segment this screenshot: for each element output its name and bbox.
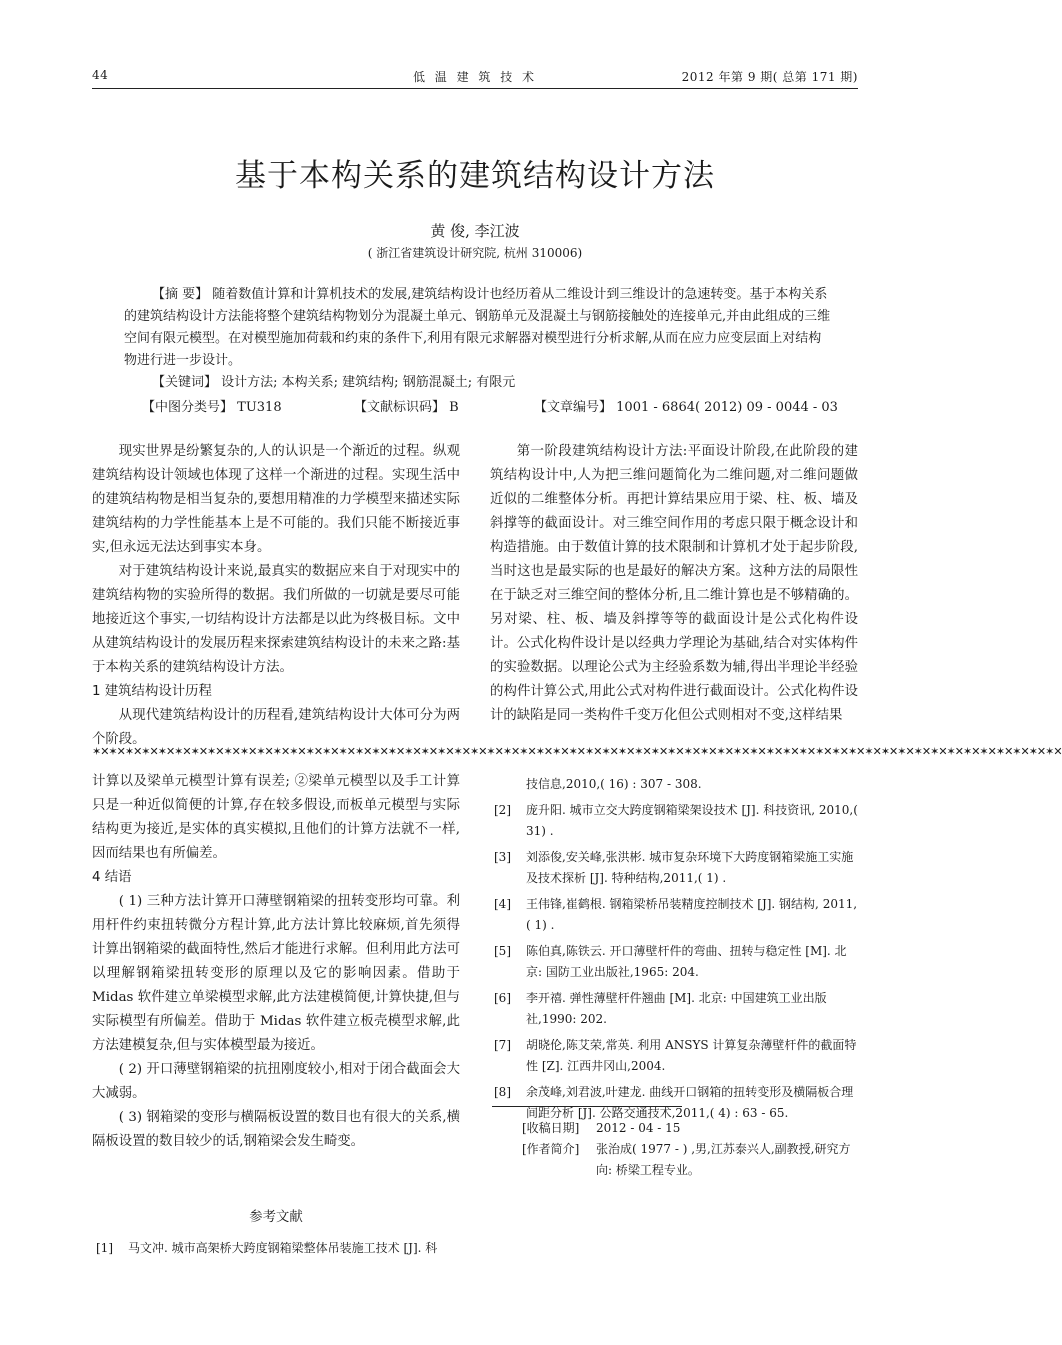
reference-item <box>494 988 858 1030</box>
journal-name: 低 温 建 筑 技 术 <box>412 70 538 84</box>
reference-item <box>494 800 858 842</box>
reference-text: 胡晓伦,陈艾荣,常英. 利用 ANSYS 计算复杂薄壁杆件的截面特性 [Z]. 江西井冈山,2004. <box>526 1038 857 1073</box>
received-date: 2012 - 04 - 15 <box>596 1121 681 1135</box>
reference-item <box>494 894 858 936</box>
author-bio-label: [作者简介] <box>522 1142 580 1156</box>
received-label: [收稿日期] <box>522 1121 580 1135</box>
reference-item <box>494 941 858 983</box>
issue-info: 2012 年第 9 期( 总第 171 期) <box>681 70 858 84</box>
reference-number: [5] <box>494 944 511 958</box>
keywords-label: 【关键词】 <box>152 375 218 390</box>
paragraph: 计算以及梁单元模型计算有误差; ②梁单元模型以及手工计算只是一种近似简便的计算,存在较多假设,而板单元模型与实际结构更为接近,是实体的真实模拟,且他们的计算方法就不一样,因而结果也有所偏差。 <box>92 774 460 861</box>
footnote-rule <box>492 1106 682 1107</box>
received-row <box>522 1118 858 1139</box>
reference-text: 技信息,2010,( 16) : 307 - 308. <box>526 777 702 791</box>
abstract-paragraph <box>124 284 834 372</box>
reference-item <box>494 774 858 795</box>
references-list <box>494 774 858 1129</box>
right-column-top <box>490 440 858 728</box>
section-separator: ✶✕✶✕✶✕✶✕✶✕✶✕✶✕✶✕✶✕✶✕✶✕✶✕✶✕✶✕✶✕✶✕✶✕✶✕✶✕✶✕✶✕✶✕✶✕✶✕✶✕✶✕✶✕✶✕✶✕✶✕✶✕✶✕✶✕✶✕✶✕✶✕✶✕✶✕✶✕✶✕✶✕✶✕✶✕✶✕✶✕✶✕✶✕✶✕✶✕✶✕✶✕✶✕✶✕✶✕✶✕✶✕✶✕✶✕✶✕ <box>92 745 1062 758</box>
abstract-block <box>124 284 834 394</box>
authors: 黄 俊, 李江波 <box>430 222 520 240</box>
clc-value: TU318 <box>237 400 282 415</box>
article-title: 基于本构关系的建筑结构设计方法 <box>235 158 715 194</box>
abstract-text: 随着数值计算和计算机技术的发展,建筑结构设计也经历着从二维设计到三维设计的急速转变。基于本构关系的建筑结构设计方法能将整个建筑结构物划分为混凝土单元、钢筋单元及混凝土与钢筋接触处的连接单元,并由此组成的三维空间有限元模型。在对模型施加荷载和约束的条件下,利用有限元求解器对模型进行分析求解,从而在应力应变层面上对结构物进行进一步设计。 <box>124 287 831 368</box>
article-info <box>522 1118 858 1181</box>
reference-text: 陈伯真,陈铁云. 开口薄壁杆件的弯曲、扭转与稳定性 [M]. 北京: 国防工业出版社,1965: 204. <box>526 944 847 979</box>
affiliation: ( 浙江省建筑设计研究院, 杭州 310006) <box>367 246 583 260</box>
reference-number: [4] <box>494 897 511 911</box>
reference-item <box>494 1035 858 1077</box>
conclusion-paragraph: ( 2) 开口薄壁钢箱梁的抗扭刚度较小,相对于闭合截面会大大减弱。 <box>92 1062 460 1101</box>
doc-code-label: 【文献标识码】 <box>354 400 446 415</box>
conclusion-paragraph: ( 3) 钢箱梁的变形与横隔板设置的数目也有很大的关系,横隔板设置的数目较少的话,钢箱梁会发生畸变。 <box>92 1110 460 1149</box>
reference-number: [7] <box>494 1038 511 1052</box>
section-heading: 1 建筑结构设计历程 <box>92 684 212 699</box>
article-no-value: 1001 - 6864( 2012) 09 - 0044 - 03 <box>616 400 838 415</box>
abstract-label: 【摘 要】 <box>152 287 209 302</box>
paragraph: 现实世界是纷繁复杂的,人的认识是一个渐近的过程。纵观建筑结构设计领域也体现了这样一个渐进的过程。实现生活中的建筑结构物是相当复杂的,要想用精准的力学模型来描述实际建筑结构的力学性能基本上是不可能的。我们只能不断接近事实,但永远无法达到事实本身。 <box>92 444 460 555</box>
reference-text: 庞升阳. 城市立交大跨度钢箱梁架设技术 [J]. 科技资讯, 2010,( 31) . <box>526 803 858 838</box>
conclusion-paragraph: ( 1) 三种方法计算开口薄壁钢箱梁的扭转变形均可靠。利用杆件约束扭转微分方程计算,此方法计算比较麻烦,首先须得计算出钢箱梁的截面特性,然后才能进行求解。但利用此方法可以理解钢箱梁扭转变形的原理以及它的影响因素。借助于 Midas 软件建立单梁模型求解,此方法建模简便,计算快捷,但与实际模型有所偏差。借助于 Midas 软件建立板壳模型求解,此方法建模复杂,但与实体模型最为接近。 <box>92 894 460 1053</box>
reference-number: [8] <box>494 1085 511 1099</box>
reference-text: 刘添俊,安关峰,张洪彬. 城市复杂环境下大跨度钢箱梁施工实施及技术探析 [J]. 特种结构,2011,( 1) . <box>526 850 854 885</box>
reference-text: 余茂峰,刘君波,叶建龙. 曲线开口钢箱的扭转变形及横隔板合理间距分析 [J]. 公路交通技术,2011,( 4) : 63 - 65. <box>526 1085 854 1120</box>
author-bio-text: 张治成( 1977 - ) ,男,江苏泰兴人,副教授,研究方向: 桥梁工程专业。 <box>596 1142 851 1177</box>
doc-code-value: B <box>449 400 459 415</box>
reference-text: 王伟锋,崔鹤根. 钢箱梁桥吊装精度控制技术 [J]. 钢结构, 2011,( 1) . <box>526 897 858 932</box>
reference-item <box>494 847 858 889</box>
clc-label: 【中图分类号】 <box>142 400 234 415</box>
page-number: 44 <box>92 68 109 82</box>
header-rule <box>92 88 858 89</box>
left-column-bottom <box>92 770 460 1154</box>
keywords-line <box>124 372 834 394</box>
reference-number: [3] <box>494 850 511 864</box>
article-no-label: 【文章编号】 <box>534 400 613 415</box>
left-column-top <box>92 440 460 752</box>
reference-item <box>96 1238 460 1259</box>
keywords-text: 设计方法; 本构关系; 建筑结构; 钢筋混凝土; 有限元 <box>221 375 516 390</box>
reference-number: [1] <box>96 1241 113 1255</box>
reference-number: [6] <box>494 991 511 1005</box>
reference-text: 马文冲. 城市高架桥大跨度钢箱梁整体吊装施工技术 [J]. 科 <box>128 1241 438 1255</box>
paragraph: 对于建筑结构设计来说,最真实的数据应来自于对现实中的建筑结构物的实验所得的数据。我们所做的一切就是要尽可能地接近这个事实,一切结构设计方法都是以此为终极目标。文中从建筑结构设计的发展历程来探索建筑结构设计的未来之路:基于本构关系的建筑结构设计方法。 <box>92 564 460 675</box>
reference-1 <box>96 1238 460 1264</box>
author-bio-row <box>522 1139 858 1181</box>
section-heading: 4 结语 <box>92 870 132 885</box>
paragraph: 从现代建筑结构设计的历程看,建筑结构设计大体可分为两个阶段。 <box>92 708 460 747</box>
reference-text: 李开禧. 弹性薄壁杆件翘曲 [M]. 北京: 中国建筑工业出版社,1990: 202. <box>526 991 827 1026</box>
reference-number: [2] <box>494 803 511 817</box>
paragraph: 第一阶段建筑结构设计方法:平面设计阶段,在此阶段的建筑结构设计中,人为把三维问题简化为二维问题,对二维问题做近似的二维整体分析。再把计算结果应用于梁、柱、板、墙及斜撑等的截面设计。对三维空间作用的考虑只限于概念设计和构造措施。由于数值计算的技术限制和计算机才处于起步阶段,当时这也是最实际的也是最好的解决方案。这种方法的局限性在于缺乏对三维空间的整体分析,且二维计算也是不够精确的。另对梁、柱、板、墙及斜撑等等的截面设计是公式化构件设计。公式化构件设计是以经典力学理论为基础,结合对实体构件的实验数据。以理论公式为主经验系数为辅,得出半理论半经验的构件计算公式,用此公式对构件进行截面设计。公式化构件设计的缺陷是同一类构件千变万化但公式则相对不变,这样结果 <box>490 444 858 723</box>
references-heading: 参考文献 <box>249 1210 303 1225</box>
